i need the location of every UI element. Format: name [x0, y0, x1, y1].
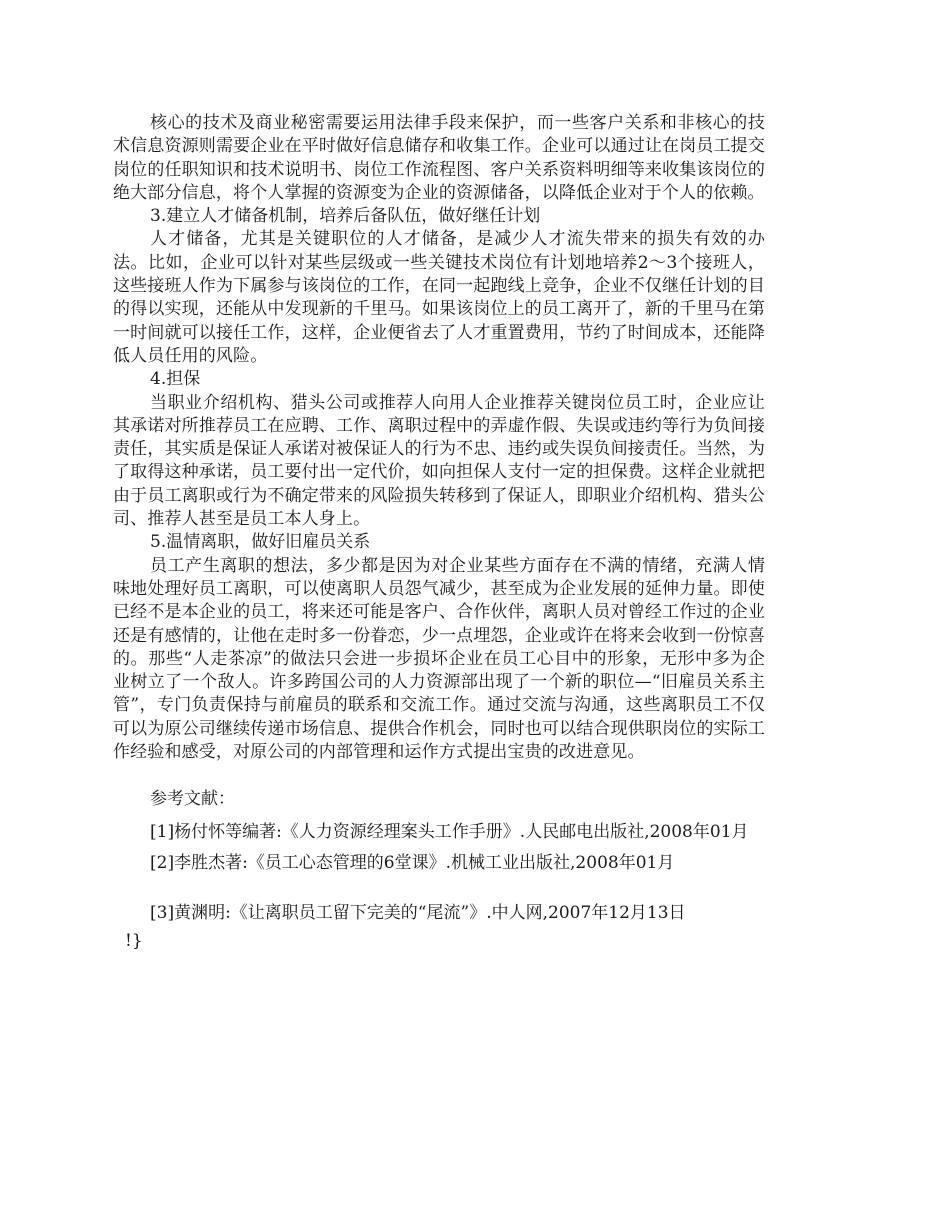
section-spacer: [113, 764, 765, 786]
reference-item-2: [2]李胜杰著:《员工心态管理的6堂课》.机械工业出版社,2008年01月: [150, 853, 675, 874]
paragraph-guarantee: 当职业介绍机构、猎头公司或推荐人向用人企业推荐关键岗位员工时，企业应让其承诺对所推荐员工在应聘、工作、离职过程中的弄虚作假、失误或违约等行为负间接责任，其实质是保证人承诺对被保证人的行为不忠、违约或失误负间接责任。当然，为了取得这种承诺，员工要付出一定代价，如向担保人支付一定的担保费。这样企业就把由于员工离职或行为不确定带来的风险损失转移到了保证人，即职业介绍机构、猎头公司、推荐人甚至是员工本人身上。: [113, 392, 765, 530]
paragraph-knowledge-retention: 核心的技术及商业秘密需要运用法律手段来保护，而一些客户关系和非核心的技术信息资源则需要企业在平时做好信息储存和收集工作。企业可以通过让在岗员工提交岗位的任职知识和技术说明书、岗位工作流程图、客户关系资料明细等来收集该岗位的绝大部分信息，将个人掌握的资源变为企业的资源储备，以降低企业对于个人的依赖。: [113, 113, 765, 203]
section-heading-5: 5.温情离职，做好旧雇员关系: [150, 532, 371, 553]
section-heading-4: 4.担保: [150, 369, 201, 390]
section-heading-3: 3.建立人才储备机制，培养后备队伍，做好继任计划: [150, 206, 541, 227]
paragraph-talent-reserve: 人才储备，尤其是关键职位的人才储备，是减少人才流失带来的损失有效的办法。比如，企业可以针对某些层级或一些关键技术岗位有计划地培养2～3个接班人，这些接班人作为下属参与该岗位的工作，在同一起跑线上竞争，企业不仅继任计划的目的得以实现，还能从中发现新的千里马。如果该岗位上的员工离开了，新的千里马在第一时间就可以接任工作，这样，企业便省去了人才重置费用，节约了时间成本，还能降低人员任用的风险。: [113, 229, 765, 366]
reference-item-1: [1]杨付怀等编著:《人力资源经理案头工作手册》.人民邮电出版社,2008年01月: [150, 822, 749, 843]
reference-item-3: [3]黄渊明:《让离职员工留下完美的“尾流”》.中人网,2007年12月13日: [150, 903, 686, 924]
references-title: 参考文献：: [150, 789, 235, 810]
trailing-marks: !}: [125, 931, 143, 952]
paragraph-alumni-relations: 员工产生离职的想法，多少都是因为对企业某些方面存在不满的情绪，充满人情味地处理好员工离职，可以使离职人员怨气减少，甚至成为企业发展的延伸力量。即使已经不是本企业的员工，将来还可能是客户、合作伙伴，离职人员对曾经工作过的企业还是有感情的，让他在走时多一份眷恋，少一点埋怨，企业或许在将来会收到一份惊喜的。那些“人走茶凉”的做法只会进一步损坏企业在员工心目中的形象，无形中多为企业树立了一个敌人。许多跨国公司的人力资源部出现了一个新的职位—“旧雇员关系主管”，专门负责保持与前雇员的联系和交流工作。通过交流与沟通，这些离职员工不仅可以为原公司继续传递市场信息、提供合作机会，同时也可以结合现供职岗位的实际工作经验和感受，对原公司的内部管理和运作方式提出宝贵的改进意见。: [113, 555, 765, 763]
document-page: [113, 112, 765, 953]
